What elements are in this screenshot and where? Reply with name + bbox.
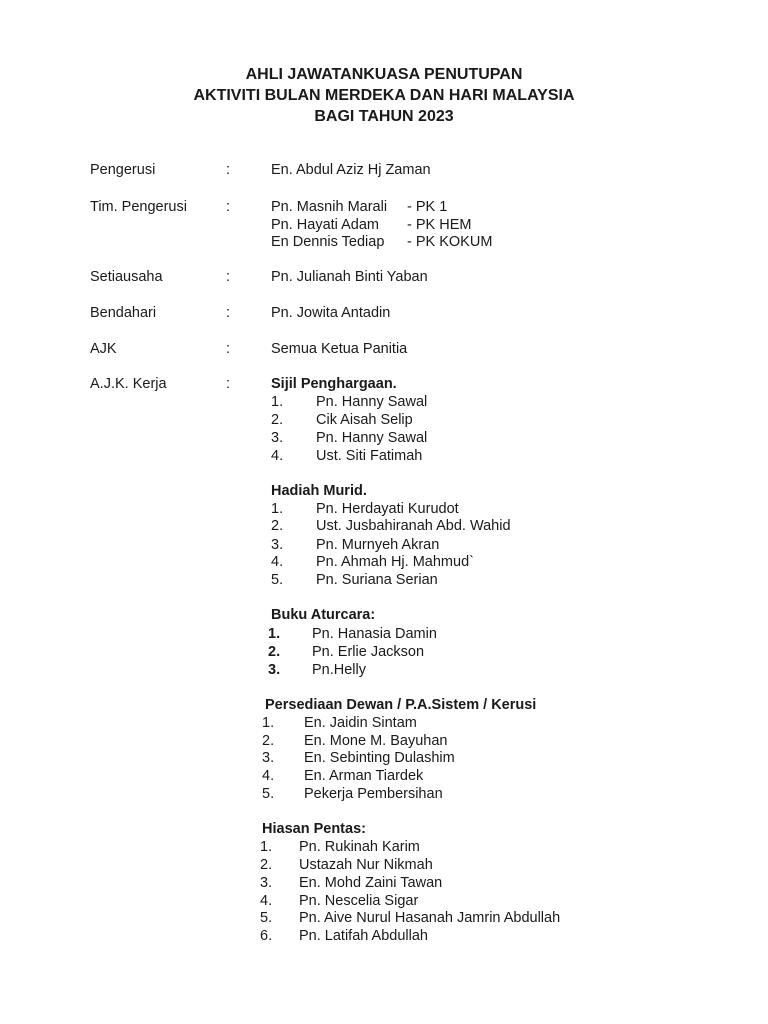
colon: : bbox=[226, 376, 231, 392]
item-number: 2. bbox=[271, 518, 284, 534]
item-number: 3. bbox=[260, 875, 273, 891]
item-number: 4. bbox=[271, 554, 284, 570]
item-number: 2. bbox=[271, 412, 284, 428]
section-heading: Hiasan Pentas: bbox=[262, 821, 366, 837]
item-name: En. Jaidin Sintam bbox=[304, 715, 417, 731]
colon: : bbox=[226, 269, 231, 285]
title-line-3: BAGI TAHUN 2023 bbox=[314, 108, 454, 125]
tim-pengerusi-name: Pn. Masnih Marali bbox=[271, 199, 388, 215]
item-number: 5. bbox=[271, 572, 284, 588]
row-setiausaha bbox=[0, 268, 768, 286]
list-item bbox=[0, 927, 768, 945]
item-number: 4. bbox=[260, 893, 273, 909]
section-heading: Buku Aturcara: bbox=[271, 607, 376, 623]
row-pengerusi bbox=[0, 161, 768, 179]
item-name: Pn.Helly bbox=[312, 662, 366, 678]
colon: : bbox=[226, 162, 231, 178]
item-name: Pn. Erlie Jackson bbox=[312, 644, 425, 660]
list-item bbox=[0, 447, 768, 465]
item-number: 2. bbox=[262, 733, 275, 749]
list-item bbox=[0, 838, 768, 856]
label-ajk-kerja: A.J.K. Kerja bbox=[90, 376, 167, 392]
item-name: En. Mohd Zaini Tawan bbox=[299, 875, 443, 891]
list-item bbox=[0, 874, 768, 892]
colon: : bbox=[226, 199, 231, 215]
item-name: Pn. Rukinah Karim bbox=[299, 839, 420, 855]
list-item bbox=[0, 571, 768, 589]
tim-pengerusi-name: Pn. Hayati Adam bbox=[271, 217, 379, 233]
label-bendahari: Bendahari bbox=[90, 305, 157, 321]
label-ajk: AJK bbox=[90, 341, 117, 357]
label-tim-pengerusi: Tim. Pengerusi bbox=[90, 199, 187, 215]
label-pengerusi: Pengerusi bbox=[90, 162, 156, 178]
colon: : bbox=[226, 305, 231, 321]
item-name: Pn. Suriana Serian bbox=[316, 572, 438, 588]
title-line-1: AHLI JAWATANKUASA PENUTUPAN bbox=[245, 66, 523, 83]
value-setiausaha: Pn. Julianah Binti Yaban bbox=[271, 269, 428, 285]
tim-pengerusi-role: - PK HEM bbox=[407, 217, 472, 233]
item-name: Pn. Aive Nurul Hasanah Jamrin Abdullah bbox=[299, 910, 561, 926]
row-tim-pengerusi bbox=[0, 233, 768, 251]
item-name: En. Arman Tiardek bbox=[304, 768, 424, 784]
row-ajk-kerja bbox=[0, 375, 768, 393]
value-ajk: Semua Ketua Panitia bbox=[271, 341, 408, 357]
list-item bbox=[0, 536, 768, 554]
list-item bbox=[0, 393, 768, 411]
item-number: 3. bbox=[268, 662, 281, 678]
document-title bbox=[0, 64, 768, 127]
row-bendahari bbox=[0, 304, 768, 322]
section-heading: Hadiah Murid. bbox=[271, 483, 367, 499]
list-item bbox=[0, 661, 768, 679]
item-number: 5. bbox=[262, 786, 275, 802]
item-name: Pn. Hanasia Damin bbox=[312, 626, 437, 642]
section-heading: Sijil Penghargaan. bbox=[271, 376, 397, 392]
value-pengerusi: En. Abdul Aziz Hj Zaman bbox=[271, 162, 431, 178]
item-number: 3. bbox=[271, 537, 284, 553]
item-number: 1. bbox=[271, 501, 284, 517]
item-number: 3. bbox=[271, 430, 284, 446]
item-number: 5. bbox=[260, 910, 273, 926]
row-ajk bbox=[0, 340, 768, 358]
item-number: 1. bbox=[271, 394, 284, 410]
item-name: Pn. Murnyeh Akran bbox=[316, 537, 440, 553]
item-name: Ust. Jusbahiranah Abd. Wahid bbox=[316, 518, 511, 534]
item-name: En. Mone M. Bayuhan bbox=[304, 733, 448, 749]
item-name: Pn. Ahmah Hj. Mahmud` bbox=[316, 554, 474, 570]
colon: : bbox=[226, 341, 231, 357]
item-name: Ustazah Nur Nikmah bbox=[299, 857, 433, 873]
item-name: Pn. Hanny Sawal bbox=[316, 430, 428, 446]
list-item bbox=[0, 500, 768, 518]
value-bendahari: Pn. Jowita Antadin bbox=[271, 305, 391, 321]
tim-pengerusi-role: - PK KOKUM bbox=[407, 234, 493, 250]
item-name: Pn. Hanny Sawal bbox=[316, 394, 428, 410]
item-name: Pn. Nescelia Sigar bbox=[299, 893, 419, 909]
item-number: 1. bbox=[262, 715, 275, 731]
list-item bbox=[0, 785, 768, 803]
tim-pengerusi-role: - PK 1 bbox=[407, 199, 448, 215]
row-tim-pengerusi bbox=[0, 198, 768, 216]
item-number: 2. bbox=[260, 857, 273, 873]
item-number: 2. bbox=[268, 644, 281, 660]
list-item bbox=[0, 892, 768, 910]
item-name: Pn. Latifah Abdullah bbox=[299, 928, 428, 944]
item-name: En. Sebinting Dulashim bbox=[304, 750, 455, 766]
item-name: Cik Aisah Selip bbox=[316, 412, 413, 428]
list-item bbox=[0, 732, 768, 750]
item-name: Pn. Herdayati Kurudot bbox=[316, 501, 459, 517]
list-item bbox=[0, 714, 768, 732]
list-item bbox=[0, 517, 768, 535]
item-number: 4. bbox=[262, 768, 275, 784]
item-name: Ust. Siti Fatimah bbox=[316, 448, 423, 464]
tim-pengerusi-name: En Dennis Tediap bbox=[271, 234, 385, 250]
list-item bbox=[0, 856, 768, 874]
item-number: 1. bbox=[268, 626, 281, 642]
list-item bbox=[0, 767, 768, 785]
list-item bbox=[0, 909, 768, 927]
list-item bbox=[0, 553, 768, 571]
title-line-2: AKTIVITI BULAN MERDEKA DAN HARI MALAYSIA bbox=[193, 87, 575, 104]
list-item bbox=[0, 749, 768, 767]
item-name: Pekerja Pembersihan bbox=[304, 786, 443, 802]
label-setiausaha: Setiausaha bbox=[90, 269, 163, 285]
item-number: 1. bbox=[260, 839, 273, 855]
section-heading: Persediaan Dewan / P.A.Sistem / Kerusi bbox=[265, 697, 537, 713]
item-number: 3. bbox=[262, 750, 275, 766]
list-item bbox=[0, 643, 768, 661]
list-item bbox=[0, 625, 768, 643]
list-item bbox=[0, 429, 768, 447]
item-number: 4. bbox=[271, 448, 284, 464]
list-item bbox=[0, 411, 768, 429]
item-number: 6. bbox=[260, 928, 273, 944]
row-tim-pengerusi bbox=[0, 216, 768, 234]
